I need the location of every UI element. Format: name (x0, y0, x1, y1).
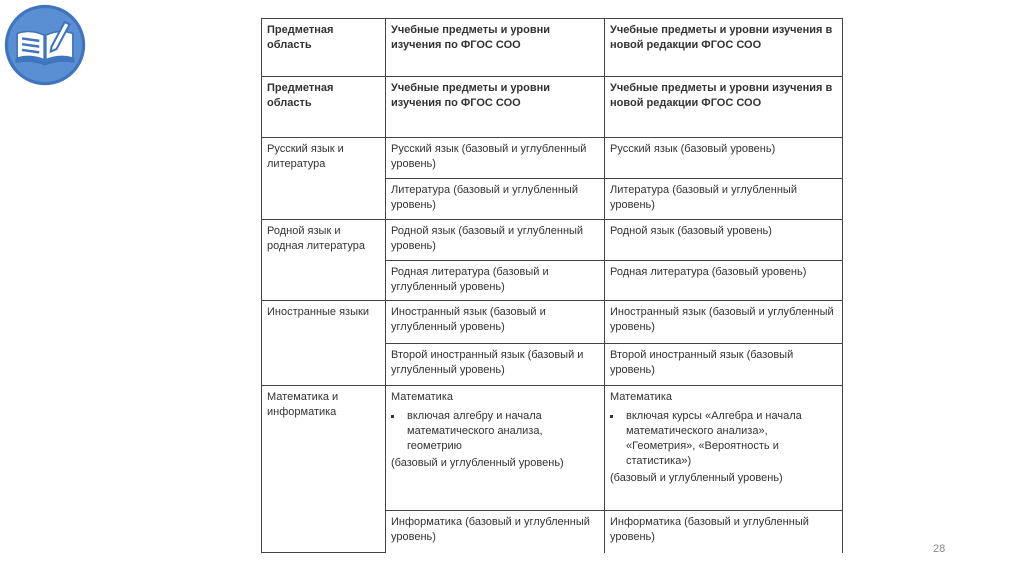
header-new: Учебные предметы и уровни изучения в новой редакции ФГОС СОО (605, 19, 843, 77)
book-pencil-logo-icon (4, 4, 86, 86)
math-title: Математика (610, 391, 672, 403)
header-area: Предметная область (262, 19, 386, 77)
math-bullet: включая алгебру и начала математического анализа, геометрию (407, 409, 599, 454)
area-cell: Математика и информатика (262, 386, 386, 553)
area-cell: Иностранные языки (262, 301, 386, 386)
table-row-math (262, 386, 843, 511)
area-cell: Родной язык и родная литература (262, 220, 386, 301)
math-bullet: включая курсы «Алгебра и начала математического анализа», «Геометрия», «Вероятность и статистика») (626, 409, 837, 469)
new-cell: Литература (базовый и углубленный уровень) (605, 179, 843, 220)
table-row (262, 220, 843, 261)
old-cell: Русский язык (базовый и углубленный уровень) (386, 138, 605, 179)
new-cell: Иностранный язык (базовый и углубленный уровень) (605, 301, 843, 344)
area-cell: Русский язык и литература (262, 138, 386, 220)
new-cell: Русский язык (базовый уровень) (605, 138, 843, 179)
old-cell: Информатика (базовый и углубленный уровень) (386, 511, 605, 553)
new-cell: Родная литература (базовый уровень) (605, 261, 843, 301)
new-cell: Информатика (базовый и углубленный уровень) (605, 511, 843, 553)
header-row (262, 19, 843, 77)
math-title: Математика (391, 391, 453, 403)
page-number: 28 (933, 543, 946, 555)
new-cell: Второй иностранный язык (базовый уровень) (605, 344, 843, 386)
table-row (262, 138, 843, 179)
table-row (262, 301, 843, 344)
old-cell: Родная литература (базовый и углубленный уровень) (386, 261, 605, 301)
old-cell: Иностранный язык (базовый и углубленный уровень) (386, 301, 605, 344)
new-cell (605, 386, 843, 511)
header-new: Учебные предметы и уровни изучения в новой редакции ФГОС СОО (605, 77, 843, 138)
math-level: (базовый и углубленный уровень) (391, 457, 564, 469)
old-cell: Литература (базовый и углубленный уровень) (386, 179, 605, 220)
math-level: (базовый и углубленный уровень) (610, 472, 783, 484)
header-old: Учебные предметы и уровни изучения по ФГОС СОО (386, 19, 605, 77)
new-cell: Родной язык (базовый уровень) (605, 220, 843, 261)
header-old: Учебные предметы и уровни изучения по ФГОС СОО (386, 77, 605, 138)
header-area: Предметная область (262, 77, 386, 138)
old-cell: Второй иностранный язык (базовый и углубленный уровень) (386, 344, 605, 386)
old-cell (386, 386, 605, 511)
fgos-comparison-table (261, 18, 843, 553)
old-cell: Родной язык (базовый и углубленный уровень) (386, 220, 605, 261)
header-row-repeat (262, 77, 843, 138)
